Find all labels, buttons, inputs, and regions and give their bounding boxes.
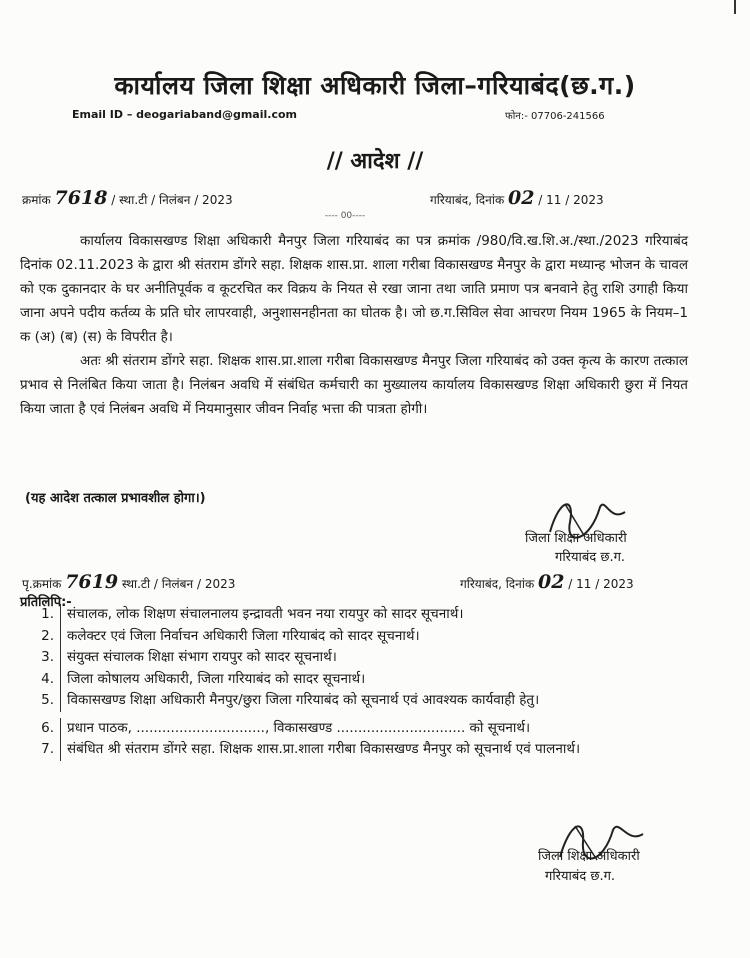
ref2-prefix: पृ.क्रमांक (22, 577, 62, 591)
list-item: 2. कलेक्टर एवं जिला निर्वाचन अधिकारी जिला गरियाबंद को सादर सूचनार्थ। (22, 626, 682, 648)
list-item: 4. जिला कोषालय अधिकारी, जिला गरियाबंद को सादर सूचनार्थ। (22, 669, 682, 691)
ref2-date (460, 571, 634, 593)
effect-note: (यह आदेश तत्काल प्रभावशील होगा।) (25, 491, 206, 506)
ref1-prefix: क्रमांक (22, 193, 51, 207)
copies-label: प्रतिलिपि:- (20, 595, 72, 610)
ref2-place: गरियाबंद, दिनांक (460, 577, 535, 591)
ref2-suffix: स्था.टी / निलंबन / 2023 (121, 577, 236, 591)
list-item: 3. संयुक्त संचालक शिक्षा संभाग रायपुर को सादर सूचनार्थ। (22, 647, 682, 669)
ref2-date-rest: / 11 / 2023 (568, 577, 634, 591)
order-body (20, 229, 688, 421)
list-item: 1. संचालक, लोक शिक्षण संचालनालय इन्द्रावती भवन नया रायपुर को सादर सूचनार्थ। (22, 604, 682, 626)
copies-list (22, 604, 682, 761)
signature-2-place: गरियाबंद छ.ग. (545, 869, 616, 884)
list-item: 7. संबंधित श्री संतराम डोंगरे सहा. शिक्षक शास.प्रा.शाला गरीबा विकासखण्ड मैनपुर को सूचनार्थ एवं पालनार्थ। (22, 739, 682, 761)
ref2-day: 02 (538, 571, 565, 593)
body-para-1: कार्यालय विकासखण्ड शिक्षा अधिकारी मैनपुर जिला गरियाबंद का पत्र क्रमांक /980/वि.ख.शि.अ./स्था./2023 गरियाबंद दिनांक 02.11.2023 के द्वारा श्री संतराम डोंगरे सहा. शिक्षक शास.प्रा. शाला गरीबा विकासखण्ड मैनपुर के द्वारा मध्यान्ह भोजन के चावल को एक दुकानदार के घर अनीतिपूर्वक व कूटरचित कर विक्रय के नियत से रखा जाना तथा जाति प्रमाण पत्र बनवाने हेतु राशि उगाही किया जाना अपने पदीय कर्तव्य के प्रति घोर लापरवाही, अनुशासनहीनता का घोतक है। जो छ.ग.सिविल सेवा आचरण नियम 1965 के नियम–1 क (अ) (ब) (स) के विपरीत है। (20, 233, 688, 345)
office-title: कार्यालय जिला शिक्षा अधिकारी जिला–गरियाबंद(छ.ग.) (114, 71, 636, 100)
phone-number: फोन:- 07706-241566 (505, 111, 605, 122)
ref1-number: 7618 (54, 187, 108, 209)
separator: ---- 00---- (324, 211, 366, 221)
ref1-suffix: / स्था.टी / निलंबन / 2023 (111, 193, 233, 207)
ref2-number: 7619 (65, 571, 119, 593)
signature-2-designation: जिला शिक्षा अधिकारी (538, 849, 640, 864)
ref1-date (430, 187, 604, 209)
ref2-line (22, 571, 235, 593)
email-id: Email ID – deogariaband@gmail.com (72, 108, 297, 121)
list-item: 6. प्रधान पाठक, .............................., विकासखण्ड .............................. को सूचनार्थ। (22, 718, 682, 740)
ref1-place: गरियाबंद, दिनांक (430, 193, 505, 207)
order-heading: // आदेश // (326, 149, 424, 174)
corner-mark (734, 0, 742, 14)
ref1-line (22, 187, 233, 209)
signature-1-designation: जिला शिक्षा अधिकारी (525, 531, 627, 546)
body-para-2: अतः श्री संतराम डोंगरे सहा. शिक्षक शास.प्रा.शाला गरीबा विकासखण्ड मैनपुर जिला गरियाबंद को उक्त कृत्य के कारण तत्काल प्रभाव से निलंबित किया जाता है। निलंबन अवधि में संबंधित कर्मचारी का मुख्यालय कार्यालय विकासखण्ड शिक्षा अधिकारी छुरा में नियत किया जाता है एवं निलंबन अवधि में नियमानुसार जीवन निर्वाह भत्ता की पात्रता होगी। (20, 353, 688, 417)
ref1-date-rest: / 11 / 2023 (538, 193, 604, 207)
ref1-day: 02 (508, 187, 535, 209)
list-item: 5. विकासखण्ड शिक्षा अधिकारी मैनपुर/छुरा जिला गरियाबंद को सूचनार्थ एवं आवश्यक कार्यवाही हेतु। (22, 690, 682, 712)
signature-1-place: गरियाबंद छ.ग. (555, 550, 626, 565)
